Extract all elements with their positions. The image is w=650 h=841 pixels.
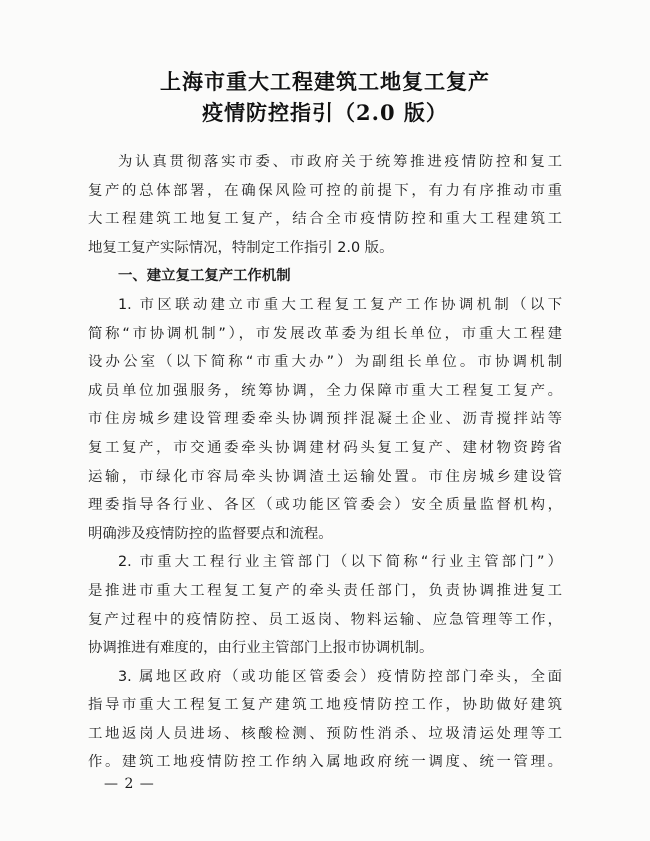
paragraph-line: 复产过程中的疫情防控、员工返岗、物料运输、应急管理等工作， (88, 611, 562, 628)
paragraph-line: 1. 市区联动建立市重大工程复工复产工作协调机制（以下 (118, 296, 562, 313)
paragraph-line: 复工复产，市交通委牵头协调建材码头复工复产、建材物资跨省 (88, 439, 562, 456)
paragraph-line: 市住房城乡建设管理委牵头协调预拌混凝土企业、沥青搅拌站等 (88, 411, 562, 428)
section-heading: 一、建立复工复产工作机制 (118, 268, 291, 285)
intro-paragraph (88, 148, 562, 262)
paragraph-line: 大工程建筑工地复工复产，结合全市疫情防控和重大工程建筑工 (88, 211, 562, 228)
paragraph-line: 运输，市绿化市容局牵头协调渣土运输处置。市住房城乡建设管 (88, 468, 562, 485)
document-body (88, 148, 562, 777)
paragraph-line: 作。建筑工地疫情防控工作纳入属地政府统一调度、统一管理。 (88, 754, 562, 771)
paragraph-line: 成员单位加强服务，统筹协调，全力保障市重大工程复工复产。 (88, 382, 562, 399)
paragraph-line: 是推进市重大工程复工复产的牵头责任部门，负责协调推进复工 (88, 582, 562, 599)
paragraph-line: 2. 市重大工程行业主管部门（以下简称“行业主管部门”） (118, 554, 562, 571)
paragraph-line: 复产的总体部署，在确保风险可控的前提下，有力有序推动市重 (88, 182, 562, 199)
document-title-line-2: 疫情防控指引（2.0 版） (202, 100, 448, 125)
item-1-paragraph (88, 291, 562, 548)
page-number: — 2 — (104, 776, 155, 792)
paragraph-line: 指导市重大工程复工复产建筑工地疫情防控工作，协助做好建筑 (88, 697, 562, 714)
paragraph-line: 地复工复产实际情况，特制定工作指引 2.0 版。 (88, 239, 394, 256)
item-2-paragraph (88, 548, 562, 662)
paragraph-line: 工地返岗人员进场、核酸检测、预防性消杀、垃圾清运处理等工 (88, 725, 562, 742)
paragraph-line: 3. 属地区政府（或功能区管委会）疫情防控部门牵头，全面 (118, 668, 562, 685)
paragraph-line: 设办公室（以下简称“市重大办”）为副组长单位。市协调机制 (88, 354, 562, 371)
document-title-line-1: 上海市重大工程建筑工地复工复产 (160, 69, 490, 94)
paragraph-line: 理委指导各行业、各区（或功能区管委会）安全质量监督机构， (88, 497, 562, 514)
paragraph-line: 简称“市协调机制”），市发展改革委为组长单位，市重大工程建 (88, 325, 562, 342)
item-3-paragraph (88, 663, 562, 777)
paragraph-line: 明确涉及疫情防控的监督要点和流程。 (88, 525, 333, 542)
paragraph-line: 为认真贯彻落实市委、市政府关于统筹推进疫情防控和复工 (118, 154, 562, 170)
paragraph-line: 协调推进有难度的，由行业主管部门上报市协调机制。 (88, 640, 434, 657)
